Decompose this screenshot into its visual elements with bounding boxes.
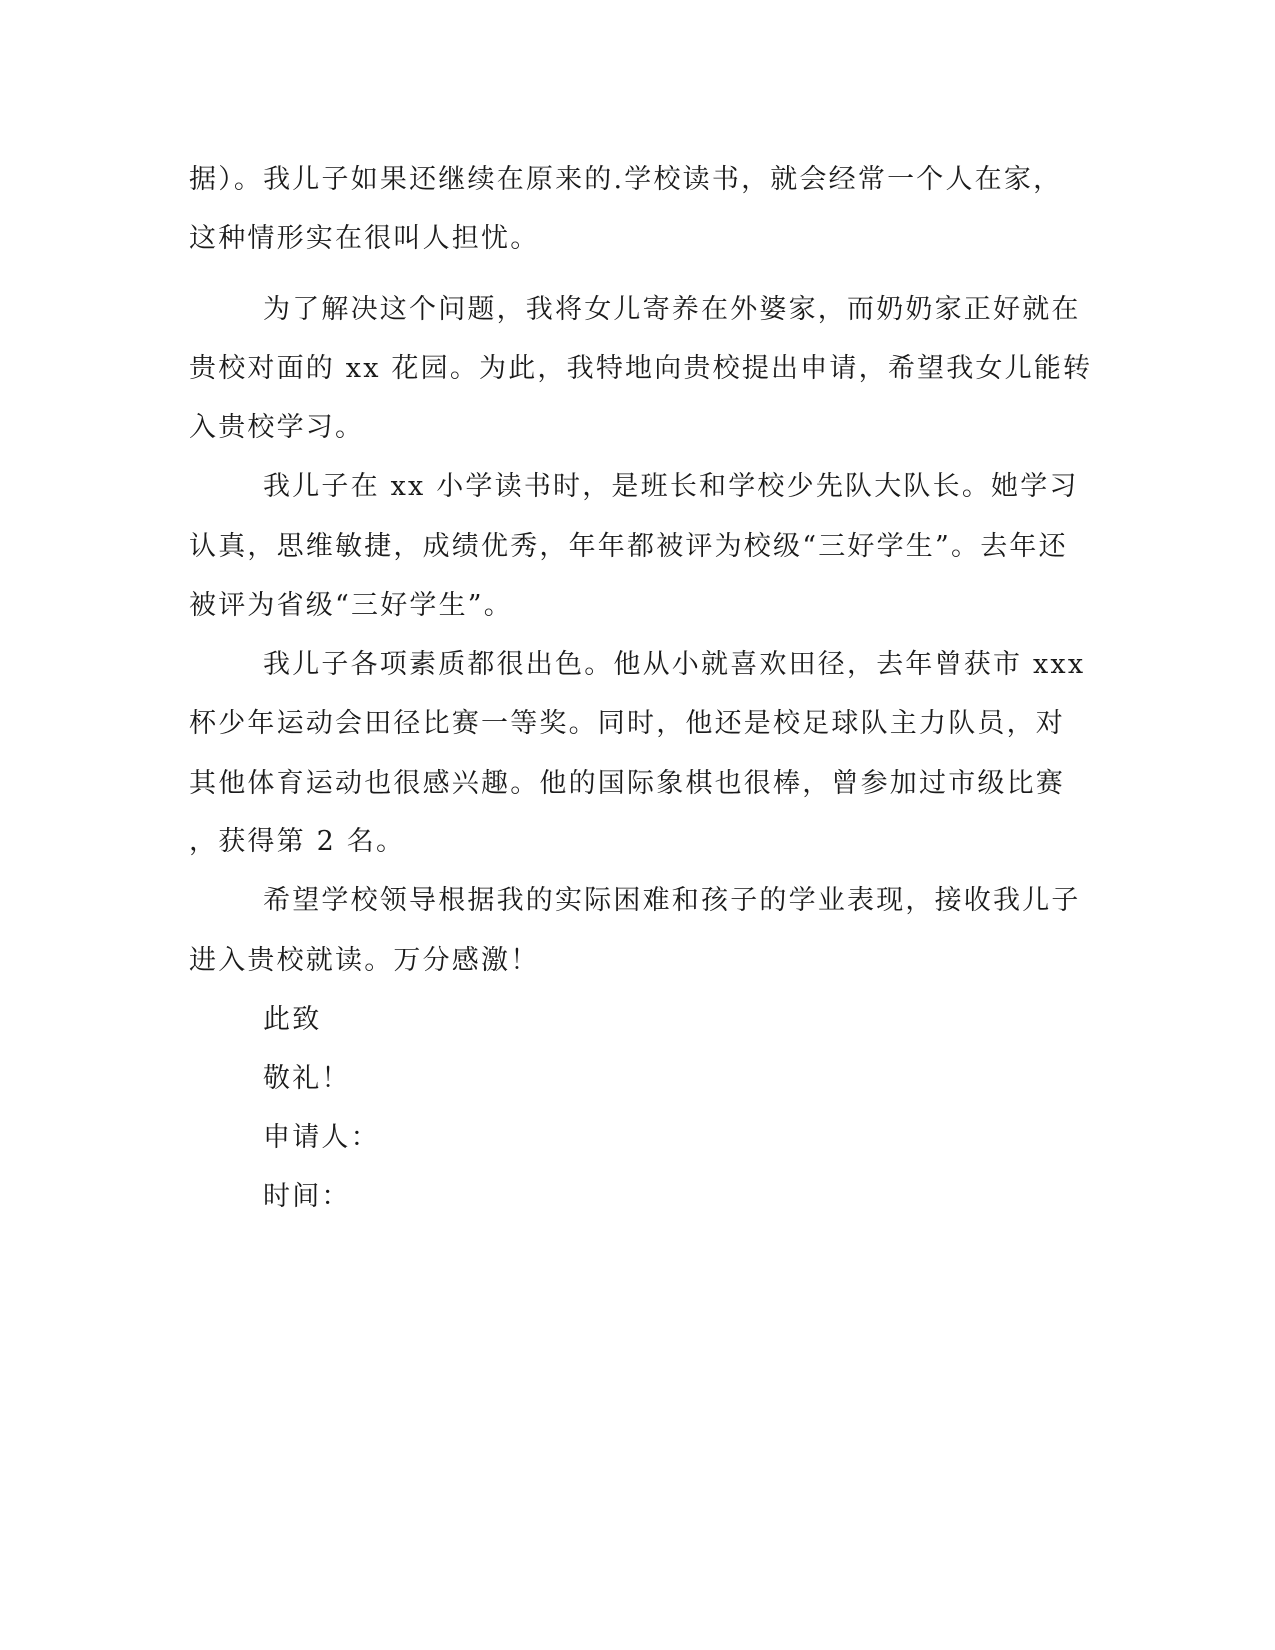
- paragraph-line: 希望学校领导根据我的实际困难和孩子的学业表现，接收我儿子: [263, 885, 1081, 916]
- closing-salutation: 此致: [263, 1004, 322, 1035]
- paragraph-line: ，获得第 2 名。: [189, 826, 406, 857]
- paragraph-line: 入贵校学习。: [189, 412, 365, 443]
- paragraph-line: 据）。我儿子如果还继续在原来的.学校读书，就会经常一个人在家，: [189, 164, 1063, 195]
- closing-regards: 敬礼！: [263, 1063, 351, 1094]
- date-label: 时间：: [263, 1181, 351, 1212]
- applicant-label: 申请人：: [263, 1122, 380, 1153]
- paragraph-line: 贵校对面的 xx 花园。为此，我特地向贵校提出申请，希望我女儿能转: [189, 353, 1093, 384]
- paragraph-line: 这种情形实在很叫人担忧。: [189, 223, 540, 254]
- paragraph-line: 为了解决这个问题，我将女儿寄养在外婆家，而奶奶家正好就在: [263, 294, 1081, 325]
- paragraph-line: 进入贵校就读。万分感激！: [189, 945, 540, 976]
- paragraph-line: 我儿子各项素质都很出色。他从小就喜欢田径，去年曾获市 xxx: [263, 649, 1086, 680]
- paragraph-line: 其他体育运动也很感兴趣。他的国际象棋也很棒，曾参加过市级比赛: [189, 768, 1065, 799]
- paragraph-line: 被评为省级“三好学生”。: [189, 590, 514, 621]
- paragraph-line: 认真，思维敏捷，成绩优秀，年年都被评为校级“三好学生”。去年还: [189, 531, 1068, 562]
- paragraph-line: 杯少年运动会田径比赛一等奖。同时，他还是校足球队主力队员，对: [189, 708, 1065, 739]
- paragraph-line: 我儿子在 xx 小学读书时，是班长和学校少先队大队长。她学习: [263, 471, 1079, 502]
